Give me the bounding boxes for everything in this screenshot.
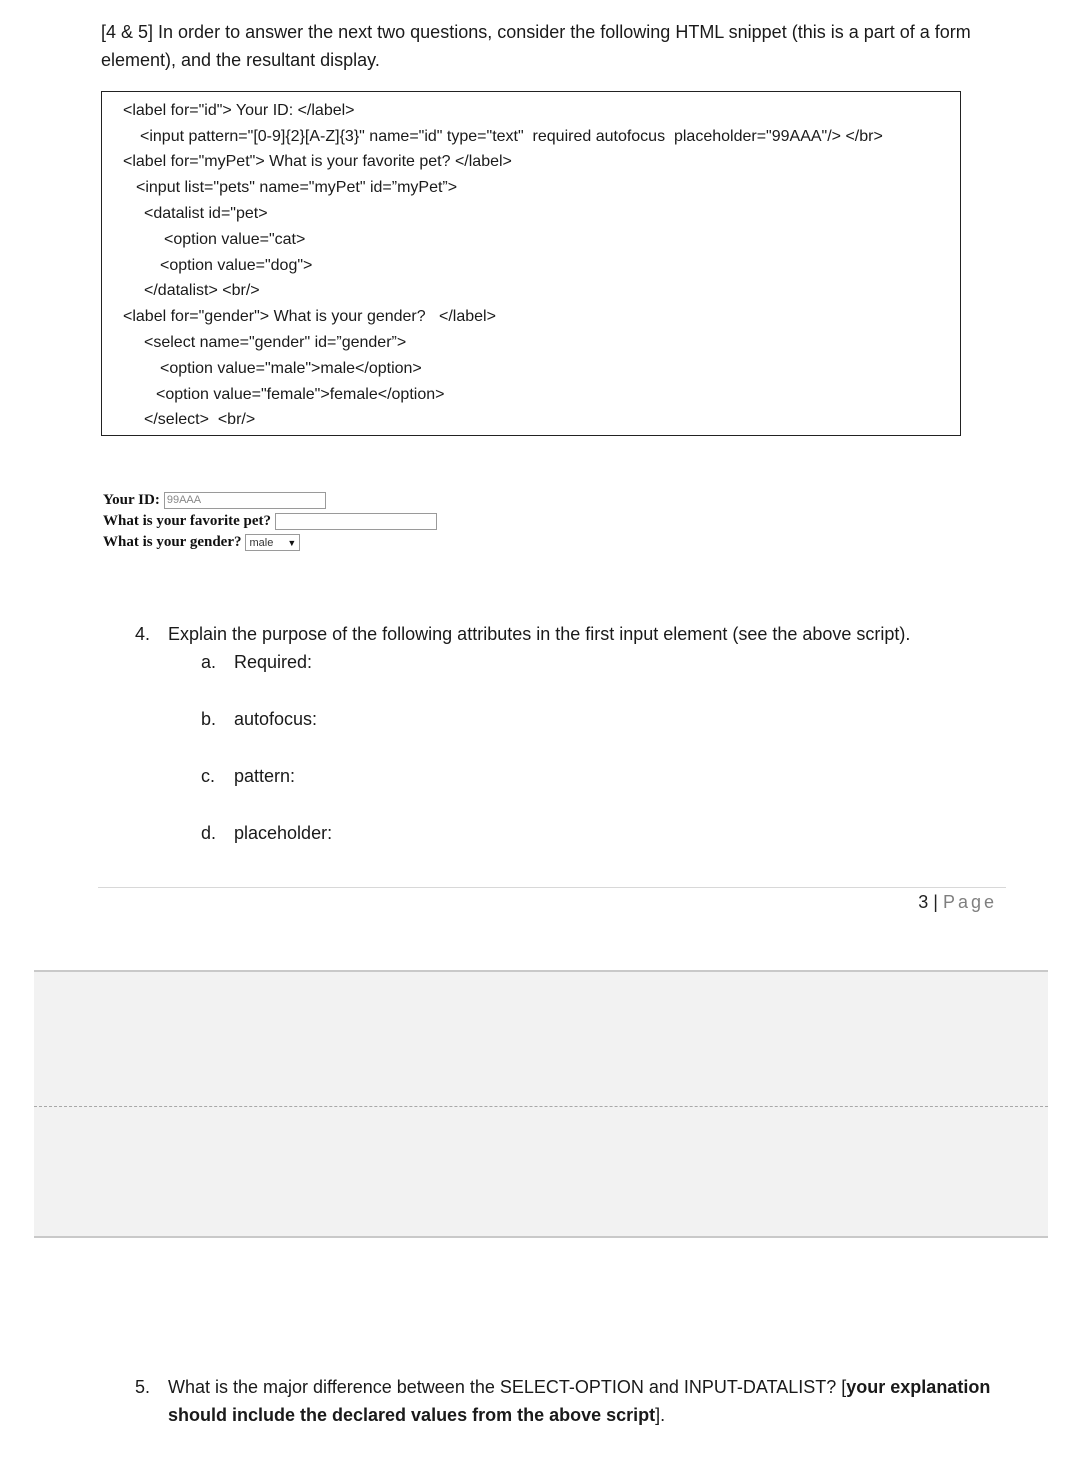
code-snippet-box xyxy=(101,91,961,436)
pet-row xyxy=(103,511,437,532)
code-line: <select name="gender" id=”gender”> xyxy=(144,334,407,351)
code-line: <label for="gender"> What is your gender? </label> xyxy=(123,308,496,325)
code-line: <option value="dog"> xyxy=(160,257,313,274)
page-break-gap xyxy=(34,970,1048,1238)
gender-select[interactable] xyxy=(245,534,300,551)
code-line: </datalist> <br/> xyxy=(144,282,260,299)
intro-paragraph: [4 & 5] In order to answer the next two questions, consider the following HTML snippet (this is a part of a form element), and the resultant display. xyxy=(101,22,971,70)
item-text: pattern: xyxy=(234,766,296,786)
code-line: <option value="female">female</option> xyxy=(156,386,445,403)
code-line: <input list="pets" name="myPet" id=”myPet”> xyxy=(136,179,458,196)
id-label: Your ID: xyxy=(103,492,160,508)
item-letter: d. xyxy=(201,823,217,843)
code-line: <input pattern="[0-9]{2}[A-Z]{3}" name="id" type="text" required autofocus placeholder="99AAA"/> </br> xyxy=(140,128,883,145)
item-text: Required: xyxy=(234,652,313,672)
id-row xyxy=(103,490,437,511)
chevron-down-icon: ▼ xyxy=(287,537,297,548)
footer-divider xyxy=(98,887,1006,888)
page-number-value: 3 xyxy=(918,892,929,912)
question-number: 5. xyxy=(135,1377,151,1397)
code-line: <datalist id="pet> xyxy=(144,205,268,222)
item-letter: a. xyxy=(201,652,217,672)
question-text: Explain the purpose of the following attributes in the first input element (see the above script). xyxy=(168,624,911,644)
id-input[interactable]: 99AAA xyxy=(164,492,326,509)
gender-label: What is your gender? xyxy=(103,534,242,550)
item-letter: c. xyxy=(201,766,216,786)
pet-input[interactable] xyxy=(275,513,437,530)
pet-label: What is your favorite pet? xyxy=(103,513,272,529)
gender-selected-value: male xyxy=(249,536,274,549)
question-text-end: ]. xyxy=(655,1405,666,1425)
code-line: <option value="male">male</option> xyxy=(160,360,422,377)
question-text xyxy=(168,1373,1003,1429)
item-text: placeholder: xyxy=(234,823,333,843)
page-break-dashed-line xyxy=(34,1106,1048,1107)
page-word: Page xyxy=(942,892,997,912)
page-separator: | xyxy=(928,892,943,912)
item-letter: b. xyxy=(201,709,217,729)
question-number: 4. xyxy=(135,624,151,644)
code-line: <label for="myPet"> What is your favorite pet? </label> xyxy=(123,153,512,170)
gender-row xyxy=(103,532,437,553)
code-line: <option value="cat> xyxy=(164,231,306,248)
rendered-form-display xyxy=(103,490,437,553)
question-text-bold: your explanation should include the declared values from the above script xyxy=(168,1377,991,1425)
page-number xyxy=(918,892,997,913)
code-line: </select> <br/> xyxy=(144,411,256,428)
code-line: <label for="id"> Your ID: </label> xyxy=(123,102,355,119)
item-text: autofocus: xyxy=(234,709,318,729)
question-text-plain: What is the major difference between the SELECT-OPTION and INPUT-DATALIST? [ xyxy=(168,1377,847,1397)
